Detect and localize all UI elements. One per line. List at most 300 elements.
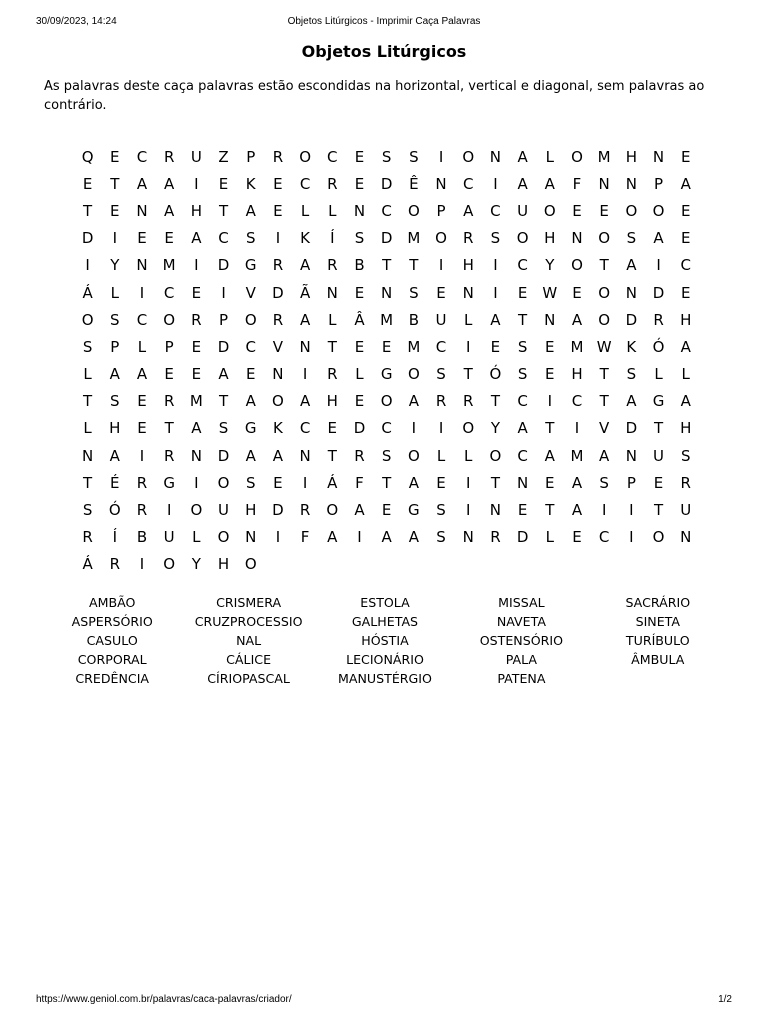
grid-letter: L: [192, 528, 201, 547]
grid-letter: P: [246, 147, 256, 166]
grid-letter: I: [574, 419, 580, 438]
grid-letter: T: [218, 201, 229, 220]
grid-letter: E: [680, 201, 691, 220]
grid-letter: E: [191, 337, 202, 356]
grid-letter: D: [272, 283, 284, 302]
grid-letter: E: [354, 392, 365, 411]
grid-letter: A: [191, 229, 202, 248]
grid-letter: E: [191, 365, 202, 384]
grid-letter: D: [353, 419, 366, 438]
grid-letter: G: [380, 365, 393, 384]
word-item: TURÍBULO: [625, 633, 690, 648]
grid-letter: C: [435, 337, 447, 356]
grid-letter: N: [136, 201, 148, 220]
grid-letter: E: [545, 473, 555, 492]
grid-letter: L: [464, 446, 473, 465]
grid-letter: S: [517, 337, 528, 356]
grid-letter: A: [544, 174, 555, 193]
grid-letter: I: [629, 528, 634, 547]
word-item: LECIONÁRIO: [346, 652, 424, 667]
grid-letter: N: [353, 201, 366, 220]
grid-letter: I: [166, 501, 172, 520]
grid-letter: A: [136, 174, 148, 193]
grid-letter: M: [570, 337, 584, 356]
grid-letter: I: [112, 229, 117, 248]
word-column: [453, 593, 589, 688]
grid-letter: A: [626, 392, 637, 411]
grid-letter: R: [82, 528, 93, 547]
grid-letter: A: [680, 337, 691, 356]
grid-letter: E: [137, 392, 147, 411]
word-item: CASULO: [86, 633, 138, 648]
grid-letter: A: [218, 365, 229, 384]
word-column: [317, 593, 453, 688]
word-column: [590, 593, 726, 688]
grid-letter: N: [462, 528, 474, 547]
word-item: HÓSTIA: [361, 633, 409, 648]
grid-letter: A: [626, 256, 637, 275]
grid-letter: U: [517, 201, 529, 220]
grid-letter: O: [81, 310, 94, 329]
grid-letter: I: [275, 229, 281, 248]
grid-letter: E: [680, 229, 691, 248]
grid-letter: T: [490, 473, 500, 492]
grid-letter: V: [272, 337, 284, 356]
grid-letter: I: [275, 528, 281, 547]
grid-letter: A: [599, 446, 610, 465]
grid-letter: E: [680, 147, 691, 166]
grid-letter: S: [409, 283, 419, 302]
word-item: CRISMERA: [216, 595, 282, 610]
grid-letter: L: [83, 365, 92, 384]
grid-letter: S: [82, 501, 93, 520]
word-item: NAVETA: [496, 614, 546, 629]
grid-letter: T: [218, 392, 229, 411]
grid-letter: A: [327, 528, 338, 547]
grid-letter: C: [517, 256, 528, 275]
grid-letter: E: [381, 501, 392, 520]
grid-letter: S: [110, 392, 120, 411]
grid-letter: I: [438, 147, 444, 166]
grid-letter: G: [244, 256, 257, 275]
grid-letter: R: [490, 528, 501, 547]
grid-letter: F: [572, 174, 582, 193]
grid-letter: N: [625, 283, 637, 302]
grid-letter: N: [489, 501, 502, 520]
grid-letter: M: [189, 392, 203, 411]
grid-letter: A: [653, 229, 664, 248]
grid-letter: A: [354, 501, 365, 520]
grid-letter: D: [380, 174, 393, 193]
grid-letter: E: [327, 419, 338, 438]
grid-letter: O: [598, 229, 611, 248]
grid-letter: Ê: [409, 174, 419, 193]
grid-letter: E: [273, 174, 283, 193]
word-item: ASPERSÓRIO: [71, 614, 153, 629]
grid-letter: E: [381, 337, 392, 356]
grid-letter: G: [163, 473, 175, 492]
grid-letter: I: [357, 528, 362, 547]
grid-letter: R: [109, 555, 120, 574]
grid-letter: N: [299, 337, 311, 356]
grid-letter: O: [516, 229, 529, 248]
grid-letter: L: [300, 201, 310, 220]
grid-letter: S: [517, 365, 528, 384]
grid-letter: E: [164, 229, 174, 248]
grid-letter: C: [490, 201, 501, 220]
grid-letter: Q: [81, 147, 94, 166]
grid-letter: W: [596, 337, 612, 356]
grid-letter: I: [194, 473, 199, 492]
grid-letter: R: [272, 256, 284, 275]
grid-letter: E: [572, 528, 582, 547]
grid-letter: A: [680, 174, 691, 193]
grid-letter: O: [217, 528, 230, 547]
grid-letter: C: [571, 392, 583, 411]
grid-letter: F: [355, 473, 364, 492]
grid-letter: E: [110, 147, 120, 166]
grid-letter: N: [245, 528, 257, 547]
grid-letter: T: [327, 446, 337, 465]
grid-letter: É: [110, 473, 120, 492]
grid-letter: R: [299, 501, 311, 520]
grid-letter: E: [273, 201, 283, 220]
word-item: ÂMBULA: [631, 652, 685, 667]
grid-letter: I: [302, 365, 308, 384]
grid-letter: O: [435, 229, 447, 248]
grid-letter: K: [245, 174, 256, 193]
grid-letter: E: [273, 473, 283, 492]
grid-letter: A: [136, 365, 148, 384]
grid-letter: A: [408, 473, 419, 492]
grid-letter: Á: [82, 555, 93, 574]
grid-letter: B: [354, 256, 365, 275]
grid-letter: S: [245, 229, 256, 248]
grid-letter: Ó: [652, 337, 665, 356]
grid-letter: B: [408, 310, 419, 329]
grid-letter: I: [438, 419, 444, 438]
grid-letter: C: [680, 256, 691, 275]
grid-letter: B: [136, 528, 148, 547]
grid-letter: D: [217, 337, 230, 356]
grid-letter: A: [571, 501, 583, 520]
grid-letter: O: [462, 419, 475, 438]
grid-letter: O: [190, 501, 203, 520]
grid-letter: R: [653, 310, 664, 329]
grid-letter: I: [139, 555, 145, 574]
grid-letter: I: [466, 501, 471, 520]
word-item: CÁLICE: [226, 652, 272, 667]
grid-letter: E: [354, 337, 365, 356]
grid-letter: I: [438, 256, 444, 275]
grid-letter: H: [680, 310, 692, 329]
grid-letter: E: [354, 283, 365, 302]
grid-letter: D: [272, 501, 284, 520]
grid-letter: A: [299, 256, 311, 275]
grid-letter: I: [194, 174, 199, 193]
grid-letter: H: [245, 501, 257, 520]
grid-letter: T: [545, 419, 555, 438]
grid-letter: D: [217, 256, 230, 275]
word-item: NAL: [236, 633, 262, 648]
grid-letter: L: [137, 337, 147, 356]
print-footer: [36, 994, 732, 1008]
grid-letter: S: [354, 229, 365, 248]
grid-letter: N: [625, 446, 637, 465]
grid-letter: S: [381, 446, 392, 465]
grid-letter: C: [245, 337, 256, 356]
grid-letter: S: [680, 446, 691, 465]
grid-letter: I: [601, 501, 607, 520]
grid-letter: C: [462, 174, 474, 193]
grid-letter: T: [164, 419, 174, 438]
grid-letter: R: [680, 473, 691, 492]
grid-letter: V: [599, 419, 610, 438]
grid-letter: Y: [191, 555, 201, 574]
grid-letter: L: [110, 283, 119, 302]
grid-letter: P: [219, 310, 229, 329]
grid-letter: P: [110, 337, 120, 356]
grid-letter: L: [436, 446, 446, 465]
grid-letter: N: [272, 365, 284, 384]
grid-letter: I: [493, 256, 498, 275]
grid-letter: L: [328, 201, 337, 220]
grid-letter: D: [81, 229, 94, 248]
grid-letter: T: [83, 473, 93, 492]
grid-letter: E: [572, 201, 582, 220]
grid-letter: E: [82, 174, 93, 193]
grid-letter: T: [83, 392, 93, 411]
grid-letter: R: [272, 310, 284, 329]
grid-letter: S: [82, 337, 93, 356]
grid-letter: O: [272, 392, 284, 411]
grid-letter: C: [299, 174, 311, 193]
word-search-grid: [74, 143, 698, 578]
grid-letter: A: [272, 446, 284, 465]
word-item: SINETA: [635, 614, 680, 629]
grid-letter: O: [598, 310, 611, 329]
grid-letter: N: [299, 446, 311, 465]
grid-letter: D: [380, 229, 393, 248]
grid-letter: E: [517, 283, 528, 302]
grid-letter: Ã: [299, 283, 311, 302]
grid-letter: Á: [82, 283, 93, 302]
grid-letter: R: [163, 147, 175, 166]
grid-letter: E: [110, 201, 120, 220]
grid-letter: A: [164, 201, 175, 220]
grid-letter: T: [653, 501, 664, 520]
grid-letter: T: [599, 256, 609, 275]
grid-letter: G: [408, 501, 420, 520]
word-item: OSTENSÓRIO: [479, 633, 564, 648]
grid-letter: E: [245, 365, 256, 384]
grid-letter: M: [570, 446, 584, 465]
grid-letter: O: [299, 147, 311, 166]
grid-letter: T: [599, 392, 609, 411]
grid-letter: E: [137, 419, 147, 438]
word-column: [180, 593, 316, 688]
grid-letter: R: [463, 229, 474, 248]
grid-letter: M: [597, 147, 611, 166]
grid-letter: D: [516, 528, 529, 547]
grid-letter: N: [435, 174, 447, 193]
word-item: ESTOLA: [360, 595, 410, 610]
grid-letter: O: [652, 201, 665, 220]
grid-letter: A: [517, 174, 528, 193]
grid-letter: E: [572, 283, 582, 302]
grid-letter: O: [326, 501, 339, 520]
grid-letter: Z: [218, 147, 229, 166]
grid-letter: R: [136, 501, 148, 520]
grid-letter: S: [490, 229, 501, 248]
grid-letter: O: [625, 201, 638, 220]
grid-letter: P: [626, 473, 636, 492]
grid-letter: Y: [545, 256, 555, 275]
grid-letter: C: [218, 229, 229, 248]
grid-letter: K: [626, 337, 637, 356]
grid-letter: N: [81, 446, 94, 465]
grid-letter: A: [299, 392, 311, 411]
grid-letter: I: [221, 283, 226, 302]
grid-letter: T: [518, 310, 528, 329]
grid-letter: E: [653, 473, 664, 492]
grid-letter: A: [245, 446, 256, 465]
grid-letter: H: [571, 365, 583, 384]
grid-letter: A: [164, 174, 175, 193]
grid-letter: O: [217, 473, 230, 492]
grid-letter: N: [571, 229, 583, 248]
grid-letter: S: [436, 501, 446, 520]
grid-letter: C: [381, 201, 392, 220]
grid-letter: K: [272, 419, 283, 438]
grid-letter: M: [407, 337, 421, 356]
grid-letter: C: [136, 147, 148, 166]
grid-letter: Â: [354, 310, 365, 329]
grid-letter: T: [545, 501, 555, 520]
grid-letter: R: [163, 446, 175, 465]
grid-letter: I: [194, 256, 199, 275]
grid-letter: P: [654, 174, 664, 193]
grid-letter: R: [463, 392, 474, 411]
grid-letter: E: [164, 365, 174, 384]
grid-letter: O: [244, 310, 257, 329]
grid-letter: S: [218, 419, 229, 438]
grid-letter: A: [109, 446, 120, 465]
grid-letter: N: [652, 147, 665, 166]
grid-letter: E: [599, 201, 609, 220]
grid-letter: T: [409, 256, 419, 275]
grid-letter: E: [680, 283, 691, 302]
grid-letter: E: [354, 174, 365, 193]
grid-letter: O: [571, 147, 583, 166]
grid-letter: D: [652, 283, 665, 302]
grid-letter: T: [382, 473, 392, 492]
print-page-title: Objetos Litúrgicos - Imprimir Caça Palavras: [287, 16, 481, 27]
grid-letter: T: [653, 419, 664, 438]
grid-letter: P: [436, 201, 446, 220]
grid-letter: I: [139, 283, 145, 302]
grid-letter: A: [408, 392, 419, 411]
grid-letter: A: [109, 365, 120, 384]
grid-letter: C: [299, 419, 311, 438]
grid-letter: E: [545, 365, 555, 384]
grid-letter: T: [83, 201, 93, 220]
grid-letter: E: [436, 283, 446, 302]
grid-letter: A: [571, 310, 583, 329]
word-item: MISSAL: [498, 595, 545, 610]
grid-letter: A: [517, 147, 528, 166]
grid-letter: Ó: [489, 365, 502, 384]
grid-letter: F: [300, 528, 310, 547]
grid-letter: N: [544, 310, 556, 329]
grid-letter: M: [162, 256, 176, 275]
print-header: [36, 16, 732, 30]
grid-letter: L: [545, 147, 554, 166]
grid-letter: U: [680, 501, 692, 520]
grid-letter: I: [139, 446, 145, 465]
grid-letter: I: [493, 174, 498, 193]
grid-letter: N: [462, 283, 474, 302]
grid-letter: O: [571, 256, 583, 275]
grid-letter: N: [381, 283, 393, 302]
grid-letter: O: [652, 528, 665, 547]
grid-letter: I: [411, 419, 417, 438]
word-list: [44, 593, 726, 688]
grid-letter: H: [462, 256, 474, 275]
grid-letter: I: [547, 392, 552, 411]
word-item: CREDÊNCIA: [75, 671, 150, 686]
grid-letter: S: [409, 147, 419, 166]
grid-letter: W: [542, 283, 558, 302]
grid-letter: A: [490, 310, 501, 329]
grid-letter: G: [652, 392, 665, 411]
grid-letter: Y: [490, 419, 500, 438]
grid-letter: I: [466, 473, 471, 492]
grid-letter: E: [191, 283, 202, 302]
word-item: CRUZPROCESSIO: [194, 614, 303, 629]
grid-letter: O: [462, 147, 475, 166]
word-item: CORPORAL: [77, 652, 147, 667]
grid-letter: C: [327, 147, 338, 166]
grid-letter: L: [681, 365, 690, 384]
grid-letter: T: [110, 174, 120, 193]
grid-letter: A: [191, 419, 202, 438]
grid-letter: I: [493, 283, 498, 302]
grid-letter: U: [163, 528, 175, 547]
grid-letter: E: [218, 174, 229, 193]
grid-letter: P: [164, 337, 174, 356]
grid-letter: S: [436, 528, 446, 547]
grid-letter: S: [381, 147, 392, 166]
word-item: GALHETAS: [351, 614, 419, 629]
print-url: https://www.geniol.com.br/palavras/caca-palavras/criador/: [36, 994, 292, 1005]
grid-letter: E: [490, 337, 501, 356]
grid-letter: E: [517, 501, 528, 520]
grid-letter: E: [436, 473, 446, 492]
grid-letter: L: [545, 528, 554, 547]
grid-letter: O: [407, 365, 420, 384]
grid-letter: C: [517, 446, 528, 465]
grid-letter: C: [381, 419, 392, 438]
grid-letter: A: [680, 392, 691, 411]
grid-letter: R: [272, 147, 284, 166]
word-column: [44, 593, 180, 688]
grid-letter: R: [435, 392, 447, 411]
grid-letter: R: [327, 174, 338, 193]
grid-letter: Í: [112, 528, 117, 547]
grid-letter: A: [571, 473, 583, 492]
grid-letter: R: [327, 256, 338, 275]
